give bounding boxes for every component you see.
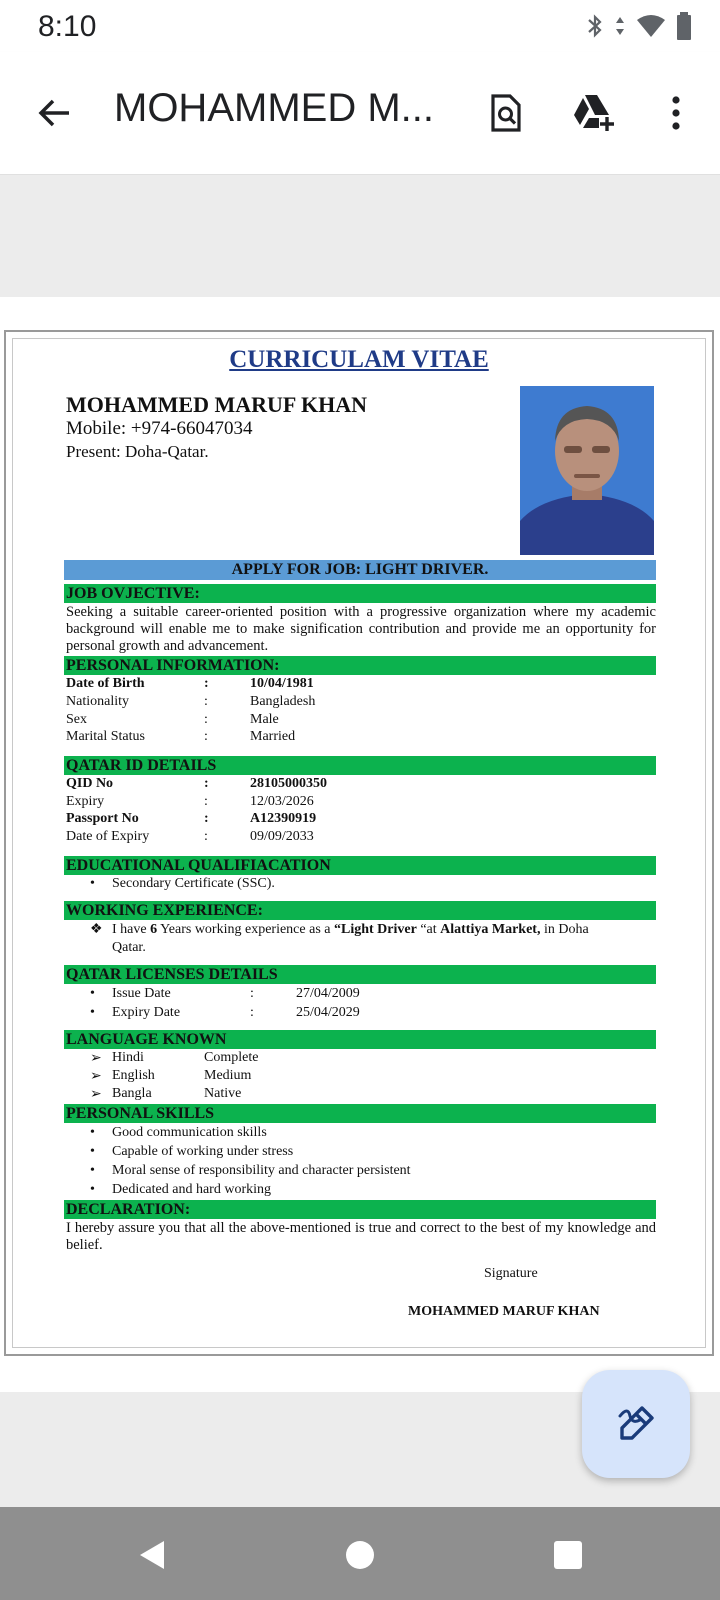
app-bar: [0, 52, 720, 175]
battery-icon: [676, 12, 692, 40]
annotate-button[interactable]: [582, 1370, 690, 1478]
personal-label: Marital Status: [66, 729, 145, 744]
language-name: Bangla: [112, 1086, 152, 1101]
skill-item: Good communication skills: [112, 1125, 267, 1140]
section-licenses: QATAR LICENSES DETAILS: [64, 965, 656, 984]
more-options-button[interactable]: [652, 89, 700, 137]
license-label: Issue Date: [112, 986, 171, 1001]
find-in-document-button[interactable]: [482, 89, 530, 137]
present-location: Present: Doha-Qatar.: [66, 442, 209, 461]
qid-label: QID No: [66, 776, 114, 791]
arrow-bullet-icon: ➢: [90, 1051, 102, 1066]
document-search-icon: [490, 93, 522, 133]
personal-value: Married: [250, 729, 296, 744]
add-to-drive-button[interactable]: [570, 89, 618, 137]
qid-label: Passport No: [66, 811, 139, 826]
back-button[interactable]: [30, 89, 78, 137]
arrow-bullet-icon: ➢: [90, 1087, 102, 1102]
education-item: Secondary Certificate (SSC).: [112, 876, 275, 891]
language-level: Complete: [204, 1050, 259, 1065]
status-icons: [586, 12, 692, 40]
nav-recents-button[interactable]: [544, 1531, 592, 1579]
profile-photo: [520, 386, 654, 555]
personal-colon: :: [204, 712, 208, 727]
section-personal-info: PERSONAL INFORMATION:: [64, 656, 656, 675]
qid-colon: :: [204, 776, 209, 791]
section-work-experience: WORKING EXPERIENCE:: [64, 901, 656, 920]
qid-value: 28105000350: [250, 776, 327, 791]
document-title: MOHAMMED M...: [114, 86, 434, 130]
work-experience-text: I have 6 Years working experience as a “Light Driver “at Alattiya Market, in Doha Qatar.: [112, 922, 589, 955]
signature-name: MOHAMMED MARUF KHAN: [408, 1304, 600, 1319]
personal-value: 10/04/1981: [250, 676, 314, 691]
nav-home-button[interactable]: [336, 1531, 384, 1579]
personal-colon: :: [204, 729, 208, 744]
drive-add-icon: [571, 93, 617, 133]
section-skills: PERSONAL SKILLS: [64, 1104, 656, 1123]
skill-item: Dedicated and hard working: [112, 1182, 271, 1197]
diamond-bullet-icon: ❖: [90, 922, 103, 937]
system-nav-bar: [0, 1507, 720, 1600]
skill-item: Moral sense of responsibility and character persistent: [112, 1163, 411, 1178]
bluetooth-icon: [586, 13, 604, 39]
personal-value: Male: [250, 712, 279, 727]
license-colon: :: [250, 986, 254, 1001]
qid-value: 12/03/2026: [250, 794, 314, 809]
section-languages: LANGUAGE KNOWN: [64, 1030, 656, 1049]
qid-colon: :: [204, 829, 208, 844]
personal-label: Nationality: [66, 694, 129, 709]
nav-back-icon: [136, 1538, 168, 1572]
candidate-name: MOHAMMED MARUF KHAN: [66, 392, 368, 417]
section-qatar-id: QATAR ID DETAILS: [64, 756, 656, 775]
section-education: EDUCATIONAL QUALIFIACATION: [64, 856, 656, 875]
personal-colon: :: [204, 694, 208, 709]
license-value: 27/04/2009: [296, 986, 360, 1001]
language-name: Hindi: [112, 1050, 144, 1065]
personal-value: Bangladesh: [250, 694, 316, 709]
qid-label: Expiry: [66, 794, 105, 809]
section-declaration: DECLARATION:: [64, 1200, 656, 1219]
bullet-dot: •: [90, 986, 95, 1001]
apply-for-job-banner: APPLY FOR JOB: LIGHT DRIVER.: [64, 560, 656, 580]
personal-colon: :: [204, 676, 209, 691]
qid-value: A12390919: [250, 811, 317, 826]
bullet-dot: •: [90, 1005, 95, 1020]
objective-text: Seeking a suitable career-oriented position with a progressive organization where my academic background will enable me to make signification contribution and provide me an opportunity for personal growth and advancement.: [66, 604, 656, 654]
declaration-text: I hereby assure you that all the above-mentioned is true and correct to the best of my knowledge and belief.: [66, 1220, 656, 1253]
cv-document: [4, 330, 714, 1356]
bullet-dot: •: [90, 1144, 95, 1159]
skill-item: Capable of working under stress: [112, 1144, 294, 1159]
license-label: Expiry Date: [112, 1005, 181, 1020]
qid-colon: :: [204, 794, 208, 809]
qid-colon: :: [204, 811, 209, 826]
signature-label: Signature: [484, 1266, 538, 1281]
qid-value: 09/09/2033: [250, 829, 314, 844]
personal-label: Sex: [66, 712, 87, 727]
nav-recents-icon: [553, 1540, 583, 1570]
personal-label: Date of Birth: [66, 676, 145, 691]
qid-label: Date of Expiry: [66, 829, 150, 844]
status-bar: [0, 0, 720, 52]
language-level: Medium: [204, 1068, 252, 1083]
bullet-dot: •: [90, 1182, 95, 1197]
wifi-icon: [636, 14, 666, 38]
arrow-bullet-icon: ➢: [90, 1069, 102, 1084]
section-objective: JOB OVJECTIVE:: [64, 584, 656, 603]
nav-home-icon: [345, 1540, 375, 1570]
nav-back-button[interactable]: [128, 1531, 176, 1579]
mobile-number: Mobile: +974-66047034: [66, 418, 253, 439]
page-gap: [0, 175, 720, 297]
language-level: Native: [204, 1086, 242, 1101]
back-arrow-icon: [37, 98, 71, 128]
language-name: English: [112, 1068, 155, 1083]
cv-title: CURRICULAM VITAE: [229, 346, 489, 373]
bullet-dot: •: [90, 1125, 95, 1140]
more-vert-icon: [671, 96, 681, 130]
license-value: 25/04/2029: [296, 1005, 360, 1020]
bullet-dot: •: [90, 1163, 95, 1178]
data-arrows-icon: [614, 13, 626, 39]
bullet-dot: •: [90, 876, 95, 891]
status-time: 8:10: [38, 10, 97, 43]
license-colon: :: [250, 1005, 254, 1020]
edit-pen-icon: [614, 1402, 658, 1446]
